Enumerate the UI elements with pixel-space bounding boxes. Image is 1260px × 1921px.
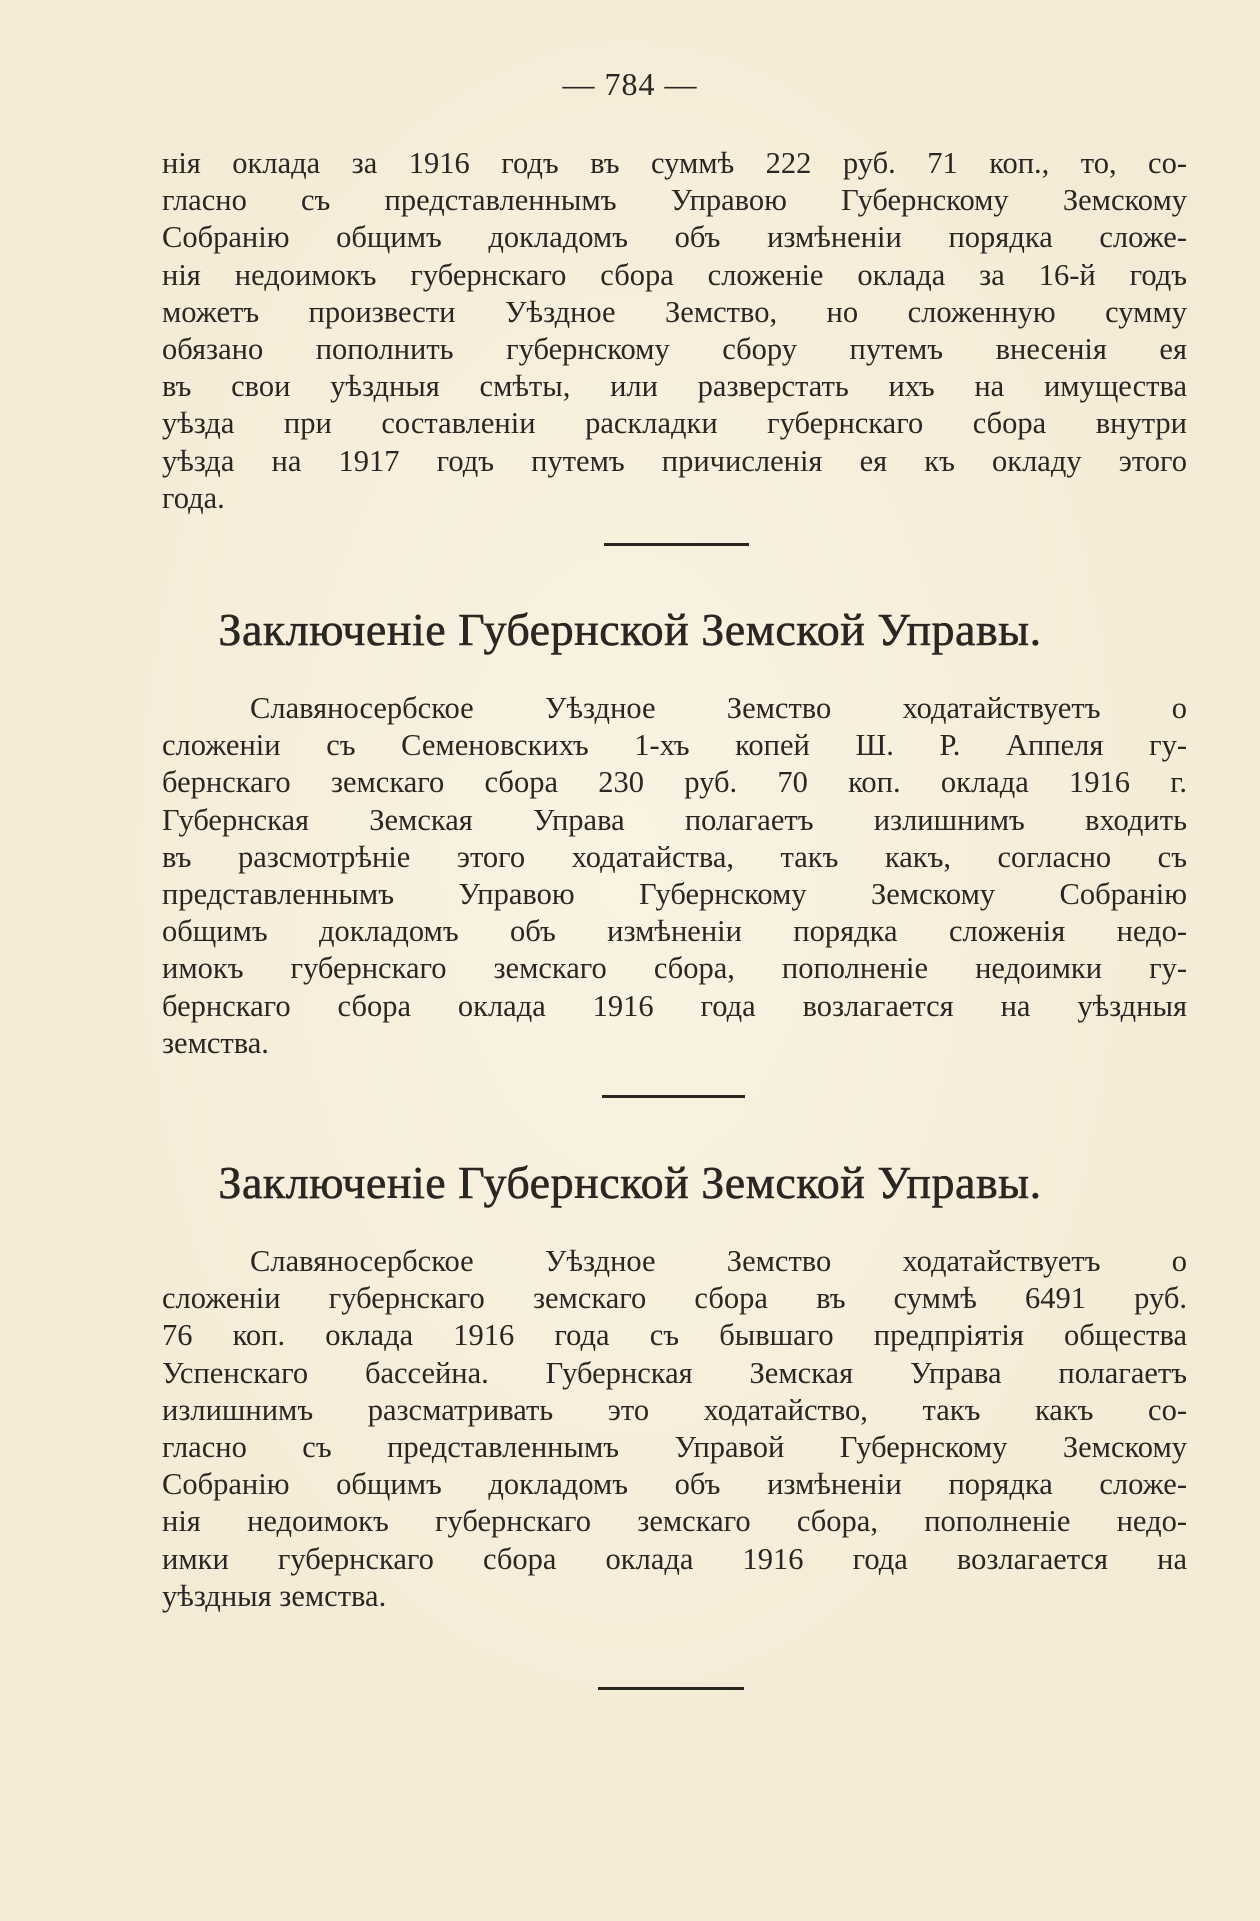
text-line: Собранію общимъ докладомъ объ измѣненіи порядка сложе- xyxy=(162,220,1187,255)
text-line: Славяносербское Уѣздное Земство ходатайствуетъ о xyxy=(250,691,1187,725)
text-line: обязано пополнить губернскому сбору путемъ внесенія ея xyxy=(162,331,1187,366)
section-divider xyxy=(604,543,749,546)
text-line: Славяносербское Уѣздное Земство ходатайствуетъ о xyxy=(250,1244,1187,1278)
text-line: можетъ произвести Уѣздное Земство, но сложенную сумму xyxy=(162,294,1187,329)
text-line: Собранію общимъ докладомъ объ измѣненіи порядка сложе- xyxy=(162,1467,1187,1502)
page-number: — 784 — xyxy=(562,66,698,102)
section-divider xyxy=(598,1687,744,1690)
intro-paragraph xyxy=(162,145,1187,517)
text-line: сложеніи съ Семеновскихъ 1-хъ копей Ш. Р. Аппеля гу- xyxy=(162,728,1187,763)
text-line: имокъ губернскаго земскаго сбора, пополненіе недоимки гу- xyxy=(162,951,1187,986)
text-line: 76 коп. оклада 1916 года съ бывшаго предпріятія общества xyxy=(162,1318,1187,1353)
text-line: общимъ докладомъ объ измѣненіи порядка сложенія недо- xyxy=(162,914,1187,949)
text-line: въ свои уѣздныя смѣты, или разверстать ихъ на имущества xyxy=(162,369,1187,404)
text-line: уѣзда на 1917 годъ путемъ причисленія ея къ окладу этого xyxy=(162,443,1187,478)
text-line: нія недоимокъ губернскаго земскаго сбора, пополненіе недо- xyxy=(162,1504,1187,1539)
text-line: года. xyxy=(162,480,225,515)
text-line: нія оклада за 1916 годъ въ суммѣ 222 руб. 71 коп., то, со- xyxy=(162,146,1187,180)
text-line: уѣзда при составленіи раскладки губернскаго сбора внутри xyxy=(162,406,1187,441)
text-line: гласно съ представленнымъ Управой Губернскому Земскому xyxy=(162,1429,1187,1464)
text-line: нія недоимокъ губернскаго сбора сложеніе оклада за 16-й годъ xyxy=(162,257,1187,292)
text-line: сложеніи губернскаго земскаго сбора въ суммѣ 6491 руб. xyxy=(162,1281,1187,1316)
text-line: Успенскаго бассейна. Губернская Земская Управа полагаетъ xyxy=(162,1355,1187,1390)
text-line: Губернская Земская Управа полагаетъ излишнимъ входить xyxy=(162,802,1187,837)
text-line: бернскаго сбора оклада 1916 года возлагается на уѣздныя xyxy=(162,988,1187,1023)
section-heading: Заключеніе Губернской Земской Управы. xyxy=(218,1157,1042,1208)
text-line: уѣздныя земства. xyxy=(162,1578,387,1613)
text-line: излишнимъ разсматривать это ходатайство, такъ какъ со- xyxy=(162,1392,1187,1427)
text-line: имки губернскаго сбора оклада 1916 года возлагается на xyxy=(162,1541,1187,1576)
section-divider xyxy=(602,1095,745,1098)
text-line: бернскаго земскаго сбора 230 руб. 70 коп. оклада 1916 г. xyxy=(162,765,1187,800)
text-line: въ разсмотрѣніе этого ходатайства, такъ какъ, согласно съ xyxy=(162,839,1187,874)
section-2-paragraph xyxy=(162,1243,1187,1615)
section-1-paragraph xyxy=(162,690,1187,1062)
section-heading: Заключеніе Губернской Земской Управы. xyxy=(218,604,1042,655)
text-line: представленнымъ Управою Губернскому Земскому Собранію xyxy=(162,876,1187,911)
text-line: гласно съ представленнымъ Управою Губернскому Земскому xyxy=(162,183,1187,218)
text-line: земства. xyxy=(162,1025,269,1060)
